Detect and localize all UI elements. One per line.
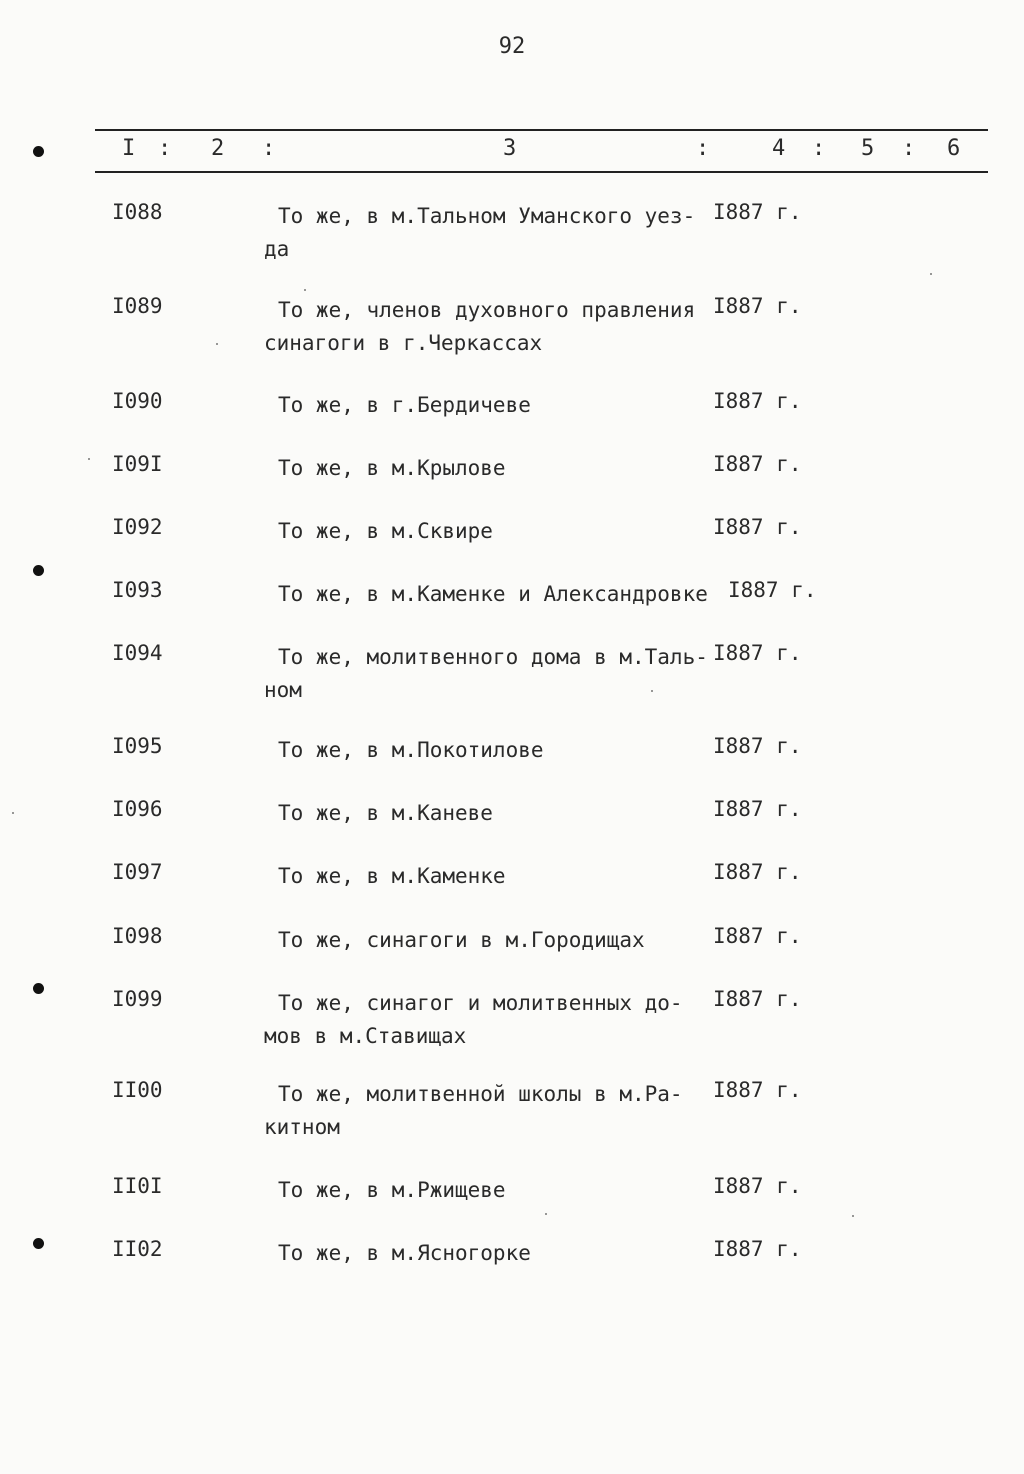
record-number: I094: [112, 641, 163, 665]
scan-speck: [88, 458, 90, 460]
scan-speck: [12, 812, 14, 814]
punch-hole-mark: [33, 146, 44, 157]
page-number: 92: [498, 34, 526, 59]
record-number: I090: [112, 389, 163, 413]
record-year: I887 г.: [713, 389, 802, 413]
column-header-3: 3: [503, 136, 517, 161]
record-description: То же, в г.Бердичеве: [278, 393, 531, 417]
record-year: I887 г.: [713, 294, 802, 318]
record-description: То же, в м.Сквире: [278, 519, 493, 543]
column-separator: :: [158, 136, 172, 161]
record-year: I887 г.: [713, 1237, 802, 1261]
punch-hole-mark: [33, 983, 44, 994]
record-year: I887 г.: [713, 797, 802, 821]
record-number: I09I: [112, 452, 163, 476]
record-year: I887 г.: [713, 452, 802, 476]
column-separator: :: [812, 136, 826, 161]
record-number: I096: [112, 797, 163, 821]
scan-speck: [545, 1213, 547, 1215]
record-description: То же, в м.Крылове: [278, 456, 506, 480]
table-header-rule: [95, 171, 988, 173]
record-description: То же, синагог и молитвенных до-мов в м.Ставищах: [264, 991, 683, 1048]
record-year: I887 г.: [713, 860, 802, 884]
scan-speck: [852, 1215, 854, 1217]
record-year: I887 г.: [713, 734, 802, 758]
record-number: I088: [112, 200, 163, 224]
record-year: I887 г.: [713, 641, 802, 665]
table-top-rule: [95, 129, 988, 131]
column-header-1: I: [122, 136, 136, 161]
record-description: То же, в м.Покотилове: [278, 738, 544, 762]
record-description: То же, членов духовного правления синагоги в г.Черкассах: [264, 298, 696, 355]
column-separator: :: [902, 136, 916, 161]
record-number: I095: [112, 734, 163, 758]
record-year: I887 г.: [713, 924, 802, 948]
record-description: То же, молитвенной школы в м.Ра-китном: [264, 1082, 683, 1139]
column-header-4: 4: [772, 136, 786, 161]
record-description: То же, в м.Каменке и Александровке: [278, 582, 708, 606]
record-year: I887 г.: [713, 515, 802, 539]
record-number: I089: [112, 294, 163, 318]
record-number: I097: [112, 860, 163, 884]
punch-hole-mark: [33, 1238, 44, 1249]
record-year: I887 г.: [713, 987, 802, 1011]
record-number: I092: [112, 515, 163, 539]
record-number: II0I: [112, 1174, 163, 1198]
column-separator: :: [262, 136, 276, 161]
scan-speck: [651, 690, 653, 692]
record-year: I887 г.: [728, 578, 817, 602]
record-description: То же, в м.Каменке: [278, 864, 506, 888]
scan-speck: [216, 343, 218, 345]
column-header-5: 5: [861, 136, 875, 161]
column-header-2: 2: [211, 136, 225, 161]
record-year: I887 г.: [713, 1174, 802, 1198]
record-year: I887 г.: [713, 1078, 802, 1102]
record-description: То же, в м.Ясногорке: [278, 1241, 531, 1265]
record-year: I887 г.: [713, 200, 802, 224]
column-header-6: 6: [947, 136, 961, 161]
punch-hole-mark: [33, 565, 44, 576]
record-description: То же, синагоги в м.Городищах: [278, 928, 645, 952]
record-number: II00: [112, 1078, 163, 1102]
record-number: I093: [112, 578, 163, 602]
record-description: То же, в м.Ржищеве: [278, 1178, 506, 1202]
record-number: I098: [112, 924, 163, 948]
scan-speck: [930, 273, 932, 275]
record-description: То же, в м.Тальном Уманского уез-да: [264, 204, 696, 261]
record-description: То же, молитвенного дома в м.Таль-ном: [264, 645, 708, 702]
column-separator: :: [696, 136, 710, 161]
scan-speck: [304, 289, 306, 291]
record-description: То же, в м.Каневе: [278, 801, 493, 825]
record-number: II02: [112, 1237, 163, 1261]
record-number: I099: [112, 987, 163, 1011]
